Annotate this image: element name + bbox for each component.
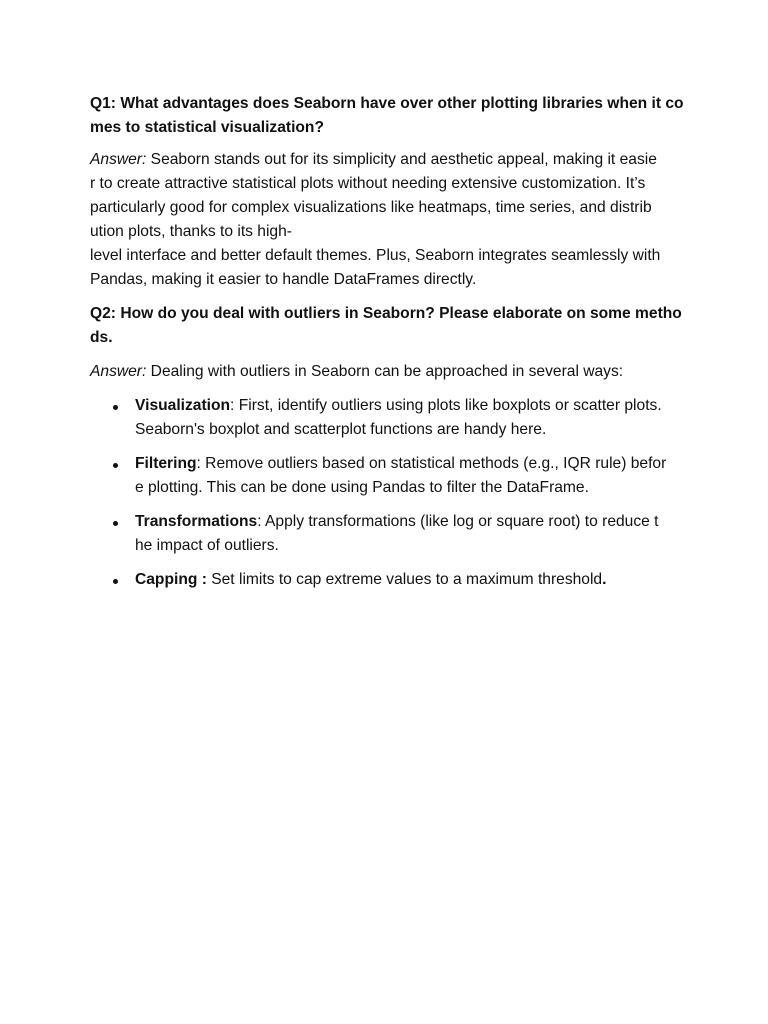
answer-1-line-1 (90, 148, 690, 172)
list-item (90, 510, 690, 558)
bullet-icon (113, 463, 118, 468)
answer-2-line-1 (90, 360, 690, 384)
list-item (90, 568, 690, 592)
list-item-term: Visualization (135, 397, 231, 414)
document-page (90, 92, 690, 602)
answer-label: Answer: (90, 363, 147, 380)
list-item-text: : Apply transformations (like log or square root) to reduce t (257, 513, 659, 530)
spacer (90, 140, 690, 148)
answer-1-line-5: level interface and better default themes. Plus, Seaborn integrates seamlessly with (90, 247, 661, 264)
bullet-icon (113, 521, 118, 526)
list-item-term: Filtering (135, 455, 197, 472)
list-item-text: Set limits to cap extreme values to a maximum threshold (206, 571, 603, 588)
answer-2-text: Dealing with outliers in Seaborn can be approached in several ways: (146, 363, 624, 380)
answer-1-text: Seaborn stands out for its simplicity and aesthetic appeal, making it easie (146, 151, 657, 168)
question-2-line-2: ds. (90, 329, 113, 346)
spacer (90, 292, 690, 302)
answer-1-line-2: r to create attractive statistical plots without needing extensive customization. It’s (90, 175, 646, 192)
list-item (90, 452, 690, 500)
list-item-text: : First, identify outliers using plots like boxplots or scatter plots. (230, 397, 662, 414)
question-2-line-1: Q2: How do you deal with outliers in Seaborn? Please elaborate on some metho (90, 305, 682, 322)
list-item-text: : Remove outliers based on statistical methods (e.g., IQR rule) befor (196, 455, 667, 472)
list-item-end-mark: . (602, 571, 607, 588)
list-item-line-2: he impact of outliers. (135, 537, 279, 554)
spacer (90, 384, 690, 394)
list-item-term: Capping : (135, 571, 207, 588)
answer-1 (90, 148, 690, 292)
answer-1-line-3: particularly good for complex visualizations like heatmaps, time series, and distrib (90, 199, 652, 216)
answer-label: Answer: (90, 151, 147, 168)
question-2 (90, 302, 690, 350)
question-1-line-1: Q1: What advantages does Seaborn have over other plotting libraries when it co (90, 95, 684, 112)
list-item-term: Transformations (135, 513, 258, 530)
list-item-line-1 (135, 510, 690, 534)
list-item (90, 394, 690, 442)
spacer (90, 350, 690, 360)
answer-2 (90, 360, 690, 384)
list-item-line-1 (135, 568, 690, 592)
list-item-line-2: e plotting. This can be done using Pandas to filter the DataFrame. (135, 479, 589, 496)
answer-1-line-6: Pandas, making it easier to handle DataFrames directly. (90, 271, 477, 288)
question-1-line-2: mes to statistical visualization? (90, 119, 324, 136)
answer-1-line-4: ution plots, thanks to its high- (90, 223, 292, 240)
list-item-line-2: Seaborn's boxplot and scatterplot functions are handy here. (135, 421, 547, 438)
bullet-icon (113, 579, 118, 584)
methods-list (90, 394, 690, 592)
question-1 (90, 92, 690, 140)
list-item-line-1 (135, 452, 690, 476)
bullet-icon (113, 405, 118, 410)
list-item-line-1 (135, 394, 690, 418)
